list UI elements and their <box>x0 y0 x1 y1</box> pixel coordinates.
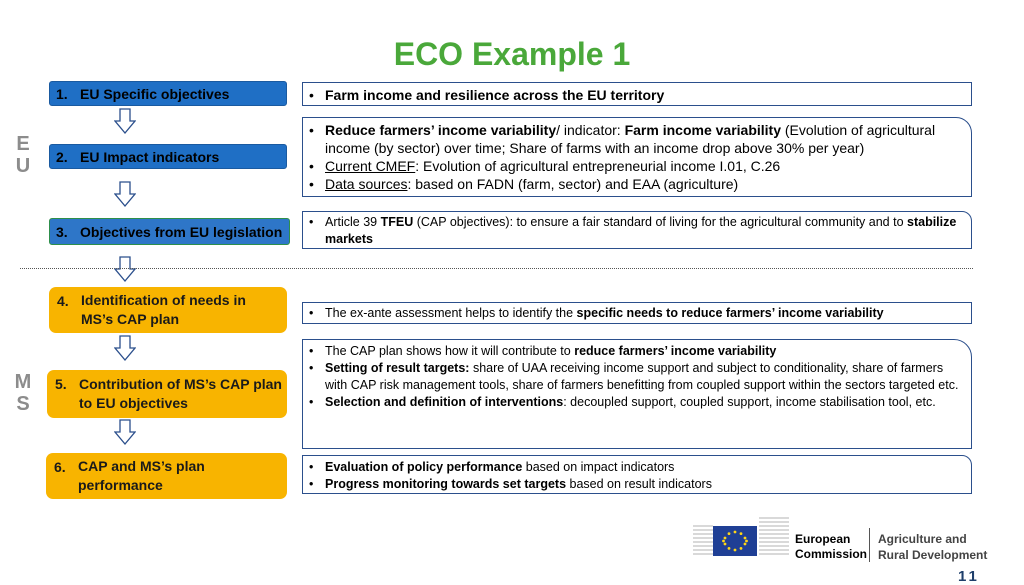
bold-text: Progress monitoring towards set targets <box>325 477 567 491</box>
right-box-2 <box>302 117 972 197</box>
left-box-label: EU Impact indicators <box>80 148 220 165</box>
left-box-label: EU Specific objectives <box>80 85 230 102</box>
text: : Evolution of agricultural entrepreneurial income I.01, C.26 <box>415 158 781 174</box>
left-box-6 <box>46 453 287 499</box>
contribution-bullet <box>325 343 959 360</box>
down-arrow-icon <box>114 335 136 361</box>
text: Article 39 <box>325 215 381 229</box>
left-box-4 <box>49 287 287 333</box>
left-box-5 <box>47 370 287 418</box>
ms-side-label <box>13 371 33 415</box>
left-box-number: 2. <box>56 148 68 165</box>
text: : decoupled support, coupled support, income stabilisation tool, etc. <box>563 395 936 409</box>
right-box-4 <box>302 302 972 324</box>
left-box-number: 3. <box>56 223 68 240</box>
text: based on result indicators <box>566 477 712 491</box>
bold-text: stabilize markets <box>325 215 957 246</box>
left-box-label: Contribution of MS’s CAP plan to EU objectives <box>79 376 282 411</box>
down-arrow-icon <box>114 419 136 445</box>
bold-text: specific needs to reduce farmers’ income variability <box>576 306 884 320</box>
right-box-5 <box>302 339 972 449</box>
evaluation-bullet <box>325 459 971 476</box>
text: / indicator: <box>556 122 625 138</box>
eu-letter-u: U <box>15 155 31 177</box>
right-box-6 <box>302 455 972 494</box>
left-box-number: 5. <box>55 376 67 392</box>
bold-text: Selection and definition of interventions <box>325 395 564 409</box>
eu-side-label <box>13 133 33 177</box>
eu-ms-separator <box>20 268 973 269</box>
bold-text: Reduce farmers’ income variability <box>325 122 557 138</box>
dg-agri-label <box>878 531 987 563</box>
monitoring-bullet <box>325 476 971 493</box>
bold-text: Evaluation of policy performance <box>325 460 523 474</box>
right-box-3 <box>302 211 972 249</box>
left-box-label: CAP and MS’s plan performance <box>78 458 205 493</box>
footer-divider <box>869 528 870 562</box>
text: The ex-ante assessment helps to identify the <box>325 306 577 320</box>
european-commission-logo-icon <box>693 512 791 560</box>
text: : based on FADN (farm, sector) and EAA (agriculture) <box>407 176 739 192</box>
bold-text: reduce farmers’ income variability <box>574 344 777 358</box>
text: The CAP plan shows how it will contribute to <box>325 344 575 358</box>
ec-line-2: Commission <box>795 547 868 561</box>
left-box-1 <box>49 81 287 106</box>
bold-text: TFEU <box>380 215 414 229</box>
ec-line-1: European <box>795 532 851 546</box>
page-title: ECO Example 1 <box>393 36 631 72</box>
dg-line-2: Rural Development <box>878 548 988 562</box>
ms-letter-m: M <box>14 371 32 393</box>
dg-line-1: Agriculture and <box>878 532 967 546</box>
ms-letter-s: S <box>16 393 30 415</box>
text: share of UAA receiving income support and subject to conditionality, share of farmers with CAP risk management tools, share of farmers benefitting from coupled support within the sectors targeted etc. <box>325 361 959 392</box>
data-sources-bullet <box>325 175 961 193</box>
specific-objective-text: Farm income and resilience across the EU territory <box>325 87 665 103</box>
interventions-bullet <box>325 394 959 411</box>
european-commission-wordmark <box>795 532 867 562</box>
result-targets-bullet <box>325 360 959 394</box>
impact-indicator-bullet <box>325 121 961 157</box>
right-box-1 <box>302 82 972 106</box>
text: (Evolution of agricultural income (by sector) over time; Share of farms with an income drop above 30% per year) <box>325 122 936 156</box>
left-box-number: 1. <box>56 85 68 102</box>
down-arrow-icon <box>114 181 136 207</box>
underlined-text: Data sources <box>325 176 408 192</box>
page-number: 11 <box>958 568 980 585</box>
bold-text: Setting of result targets: <box>325 361 470 375</box>
left-box-label: Objectives from EU legislation <box>80 223 283 240</box>
cmef-bullet <box>325 157 961 175</box>
left-box-number: 4. <box>57 293 69 309</box>
left-box-number: 6. <box>54 459 66 475</box>
text: (CAP objectives): to ensure a fair standard of living for the agricultural community and to <box>413 215 907 229</box>
down-arrow-icon <box>114 108 136 134</box>
text: based on impact indicators <box>522 460 675 474</box>
left-box-label: Identification of needs in MS’s CAP plan <box>81 292 246 327</box>
left-box-2 <box>49 144 287 169</box>
eu-letter-e: E <box>16 133 30 155</box>
underlined-text: Current CMEF <box>325 158 416 174</box>
bold-text: Farm income variability <box>624 122 781 138</box>
left-box-3 <box>49 218 290 245</box>
down-arrow-icon <box>114 256 136 282</box>
